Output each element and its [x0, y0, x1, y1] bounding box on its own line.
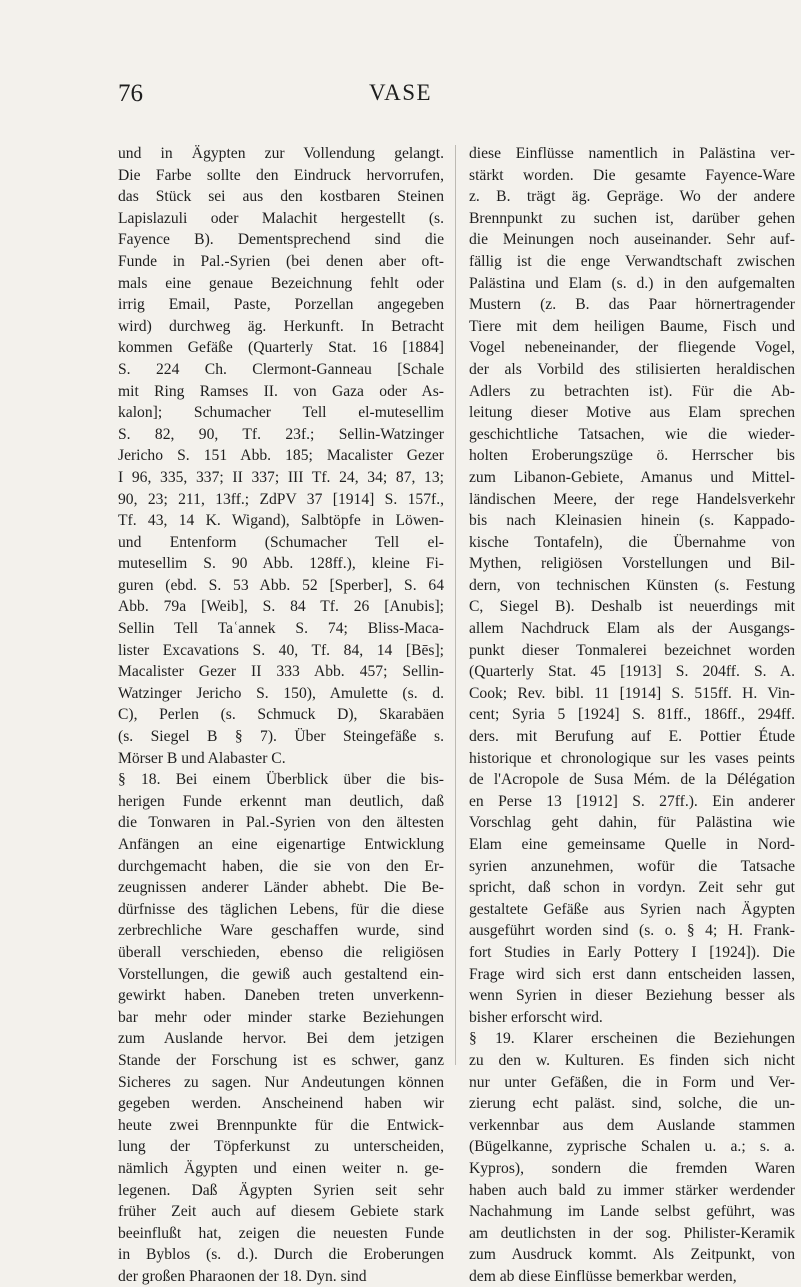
text-line: nämlich Ägypten und einen weiter n. ge- — [118, 1159, 444, 1177]
text-line: herigen Funde erkennt man deutlich, daß — [118, 792, 444, 810]
text-line: z. B. trägt äg. Gepräge. Wo der andere — [469, 188, 795, 206]
text-line: C, Siegel B). Deshalb ist neuerdings mit — [469, 598, 795, 616]
text-line: Kypros), sondern die fremden Waren — [469, 1159, 795, 1177]
column-divider — [455, 145, 456, 1065]
text-line: und Entenform (Schumacher Tell el- — [118, 533, 444, 551]
text-line: kommen Gefäße (Quarterly Stat. 16 [1884] — [118, 339, 444, 357]
text-line: Die Farbe sollte den Eindruck hervorrufen, — [118, 166, 444, 184]
text-line: dern, von technischen Künsten (s. Festung — [469, 576, 795, 594]
page-number: 76 — [118, 80, 143, 107]
text-line: kalon]; Schumacher Tell el-mutesellim — [118, 404, 444, 422]
text-line: historique et chronologique sur les vases peints — [469, 749, 795, 767]
text-line: Fayence B). Dementsprechend sind die — [118, 231, 444, 249]
text-line: kische Tontafeln), die Übernahme von — [469, 533, 795, 551]
text-line: zum Auslande hervor. Bei dem jetzigen — [118, 1030, 444, 1048]
text-line: spricht, daß schon in vordyn. Zeit sehr gut — [469, 879, 795, 897]
text-line: § 19. Klarer erscheinen die Beziehungen — [469, 1030, 795, 1048]
text-line: Vorschlag geht dahin, für Palästina wie — [469, 814, 795, 832]
text-line: irrig Email, Paste, Porzellan angegeben — [118, 296, 444, 314]
text-line: Stande der Forschung ist es schwer, ganz — [118, 1051, 444, 1069]
text-line: mit Ring Ramses II. von Gaza oder As- — [118, 382, 444, 400]
text-line: (Quarterly Stat. 45 [1913] S. 204ff. S. A. — [469, 663, 795, 681]
text-line: Vorstellungen, die gewiß auch gestaltend ein- — [118, 965, 444, 983]
text-line: lister Excavations S. 40, Tf. 84, 14 [Bēs]; — [118, 641, 444, 659]
text-line: § 18. Bei einem Überblick über die bis- — [118, 771, 444, 789]
text-line: gestaltete Gefäße aus Syrien nach Ägypten — [469, 900, 795, 918]
text-line: bisher erforscht wird. — [469, 1008, 603, 1026]
text-line: de l'Acropole de Susa Mém. de la Délégation — [469, 771, 795, 789]
text-line: heute zwei Brennpunkte für die Entwick- — [118, 1116, 444, 1134]
text-line: zeugnissen anderer Länder abhebt. Die Be- — [118, 879, 444, 897]
text-line: haben auch bald zu immer stärker werdender — [469, 1181, 795, 1199]
text-line: Mustern (z. B. das Paar hörnertragender — [469, 296, 795, 314]
text-line: Mythen, religiösen Vorstellungen und Bil- — [469, 555, 795, 573]
text-line: nur unter Gefäßen, die in Form und Ver- — [469, 1073, 795, 1091]
text-line: leitung dieser Motive aus Elam sprechen — [469, 404, 795, 422]
text-line: zerbrechliche Ware geschaffen wurde, sind — [118, 922, 444, 940]
text-line: verkennbar aus dem Auslande stammen — [469, 1116, 795, 1134]
text-line: zierung echt paläst. sind, solche, die un- — [469, 1095, 795, 1113]
text-line: (Bügelkanne, zyprische Schalen u. a.; s. a. — [469, 1138, 795, 1156]
text-line: bis nach Kleinasien hinein (s. Kappado- — [469, 512, 795, 530]
text-line: fällig ist die enge Verwandtschaft zwischen — [469, 252, 795, 270]
text-line: geschichtliche Tatsachen, wie die wieder- — [469, 425, 795, 443]
text-line: Anfängen an eine eigenartige Entwicklung — [118, 836, 444, 853]
text-line: und in Ägypten zur Vollendung gelangt. — [118, 145, 444, 162]
text-line: wird) durchweg äg. Herkunft. In Betracht — [118, 317, 444, 335]
text-line: am deutlichsten in der sog. Philister-Keramik — [469, 1224, 795, 1242]
text-line: der großen Pharaonen der 18. Dyn. sind — [118, 1267, 367, 1285]
text-line: cent; Syria 5 [1924] S. 81ff., 186ff., 294ff. — [469, 706, 795, 724]
text-line: durchgemacht haben, die sie von den Er- — [118, 857, 444, 875]
text-line: mutesellim S. 90 Abb. 128ff.), kleine Fi- — [118, 555, 444, 573]
text-line: ausgeführt worden sind (s. o. § 4; H. Frank- — [469, 922, 795, 940]
text-line: Abb. 79a [Weib], S. 84 Tf. 26 [Anubis]; — [118, 598, 444, 616]
text-line: fort Studies in Early Pottery I [1924]). Die — [469, 943, 795, 961]
text-line: Tiere mit dem heiligen Baume, Fisch und — [469, 317, 795, 335]
text-line: legenen. Daß Ägypten Syrien seit sehr — [118, 1181, 444, 1199]
text-line: holten Eroberungszüge ö. Herrscher bis — [469, 447, 795, 465]
text-line: C), Perlen (s. Schmuck D), Skarabäen — [118, 706, 444, 724]
text-line: Funde in Pal.-Syrien (bei denen aber oft- — [118, 252, 444, 270]
text-line: ländischen Meere, der rege Handelsverkehr — [469, 490, 795, 508]
text-line: Brennpunkt zu suchen ist, darüber gehen — [469, 209, 795, 227]
text-line: lung der Töpferkunst zu unterscheiden, — [118, 1138, 444, 1156]
text-line: I 96, 335, 337; II 337; III Tf. 24, 34; 87, 13; — [118, 468, 444, 486]
left-column — [118, 143, 444, 1287]
text-line: allem Nachdruck Elam als der Ausgangs- — [469, 620, 795, 638]
text-line: Lapislazuli oder Malachit hergestellt (s. — [118, 209, 444, 227]
text-line: der als Vorbild des stilisierten heraldischen — [469, 360, 795, 378]
text-line: ders. mit Berufung auf E. Pottier Étude — [469, 728, 795, 746]
text-line: Sellin Tell Taʿannek S. 74; Bliss-Maca- — [118, 620, 444, 638]
text-line: gegeben werden. Anscheinend haben wir — [118, 1095, 444, 1113]
text-line: Macalister Gezer II 333 Abb. 457; Sellin- — [118, 663, 444, 681]
text-line: die Tonwaren in Pal.-Syrien von den ältesten — [118, 814, 444, 832]
right-column — [469, 143, 795, 1287]
text-line: Elam eine gemeinsame Quelle in Nord- — [469, 836, 795, 853]
text-line: Tf. 43, 14 K. Wigand), Salbtöpfe in Löwen- — [118, 512, 444, 530]
text-line: dürfnisse des täglichen Lebens, für die diese — [118, 900, 444, 918]
text-line: Cook; Rev. bibl. 11 [1914] S. 515ff. H. Vin- — [469, 684, 795, 702]
text-line: Mörser B und Alabaster C. — [118, 749, 286, 767]
text-line: wenn Syrien in dieser Beziehung besser als — [469, 987, 795, 1005]
text-line: Jericho S. 151 Abb. 185; Macalister Gezer — [118, 447, 444, 465]
text-line: syrien anzunehmen, wofür die Tatsache — [469, 857, 795, 875]
text-line: beeinflußt hat, zeigen die neuesten Funde — [118, 1224, 444, 1242]
text-line: mals eine genaue Bezeichnung fehlt oder — [118, 274, 444, 292]
text-line: Frage wird sich erst dann entscheiden lassen, — [469, 965, 795, 983]
text-line: in Byblos (s. d.). Durch die Eroberungen — [118, 1246, 444, 1264]
text-line: bar mehr oder minder starke Beziehungen — [118, 1008, 444, 1026]
text-line: zum Libanon-Gebiete, Amanus und Mittel- — [469, 468, 795, 486]
page-header — [0, 80, 801, 114]
text-line: S. 224 Ch. Clermont-Ganneau [Schale — [118, 360, 444, 378]
text-line: das Stück sei aus den kostbaren Steinen — [118, 188, 444, 206]
text-line: (s. Siegel B § 7). Über Steingefäße s. — [118, 728, 444, 746]
text-line: S. 82, 90, Tf. 23f.; Sellin-Watzinger — [118, 425, 444, 443]
text-line: Sicheres zu sagen. Nur Andeutungen können — [118, 1073, 444, 1091]
text-line: dem ab diese Einflüsse bemerkbar werden, — [469, 1267, 737, 1285]
text-line: zu den w. Kulturen. Es finden sich nicht — [469, 1051, 795, 1069]
text-line: früher Zeit auch auf diesem Gebiete stark — [118, 1203, 444, 1221]
text-line: Vogel nebeneinander, der fliegende Vogel, — [469, 339, 795, 357]
text-line: überall verschieden, ebenso die religiösen — [118, 943, 444, 961]
text-line: guren (ebd. S. 53 Abb. 52 [Sperber], S. 64 — [118, 576, 444, 594]
text-line: gewirkt haben. Daneben treten unverkenn- — [118, 987, 444, 1005]
text-line: zum Ausdruck kommt. Als Zeitpunkt, von — [469, 1246, 795, 1264]
text-line: diese Einflüsse namentlich in Palästina ver- — [469, 145, 795, 162]
text-line: stärkt worden. Die gesamte Fayence-Ware — [469, 166, 795, 184]
text-line: 90, 23; 211, 13ff.; ZdPV 37 [1914] S. 157f., — [118, 490, 444, 508]
text-line: punkt dieser Tonmalerei bezeichnet worden — [469, 641, 795, 659]
text-line: Watzinger Jericho S. 150), Amulette (s. d. — [118, 684, 444, 702]
text-line: die Meinungen noch auseinander. Sehr auf- — [469, 231, 795, 249]
running-title: VASE — [368, 80, 433, 105]
text-line: en Perse 13 [1912] S. 27ff.). Ein anderer — [469, 792, 795, 810]
text-line: Palästina und Elam (s. d.) in den aufgemalten — [469, 274, 795, 292]
text-line: Adlers zu betrachten ist). Für die Ab- — [469, 382, 795, 400]
text-line: Nachahmung im Lande selbst geführt, was — [469, 1203, 795, 1221]
